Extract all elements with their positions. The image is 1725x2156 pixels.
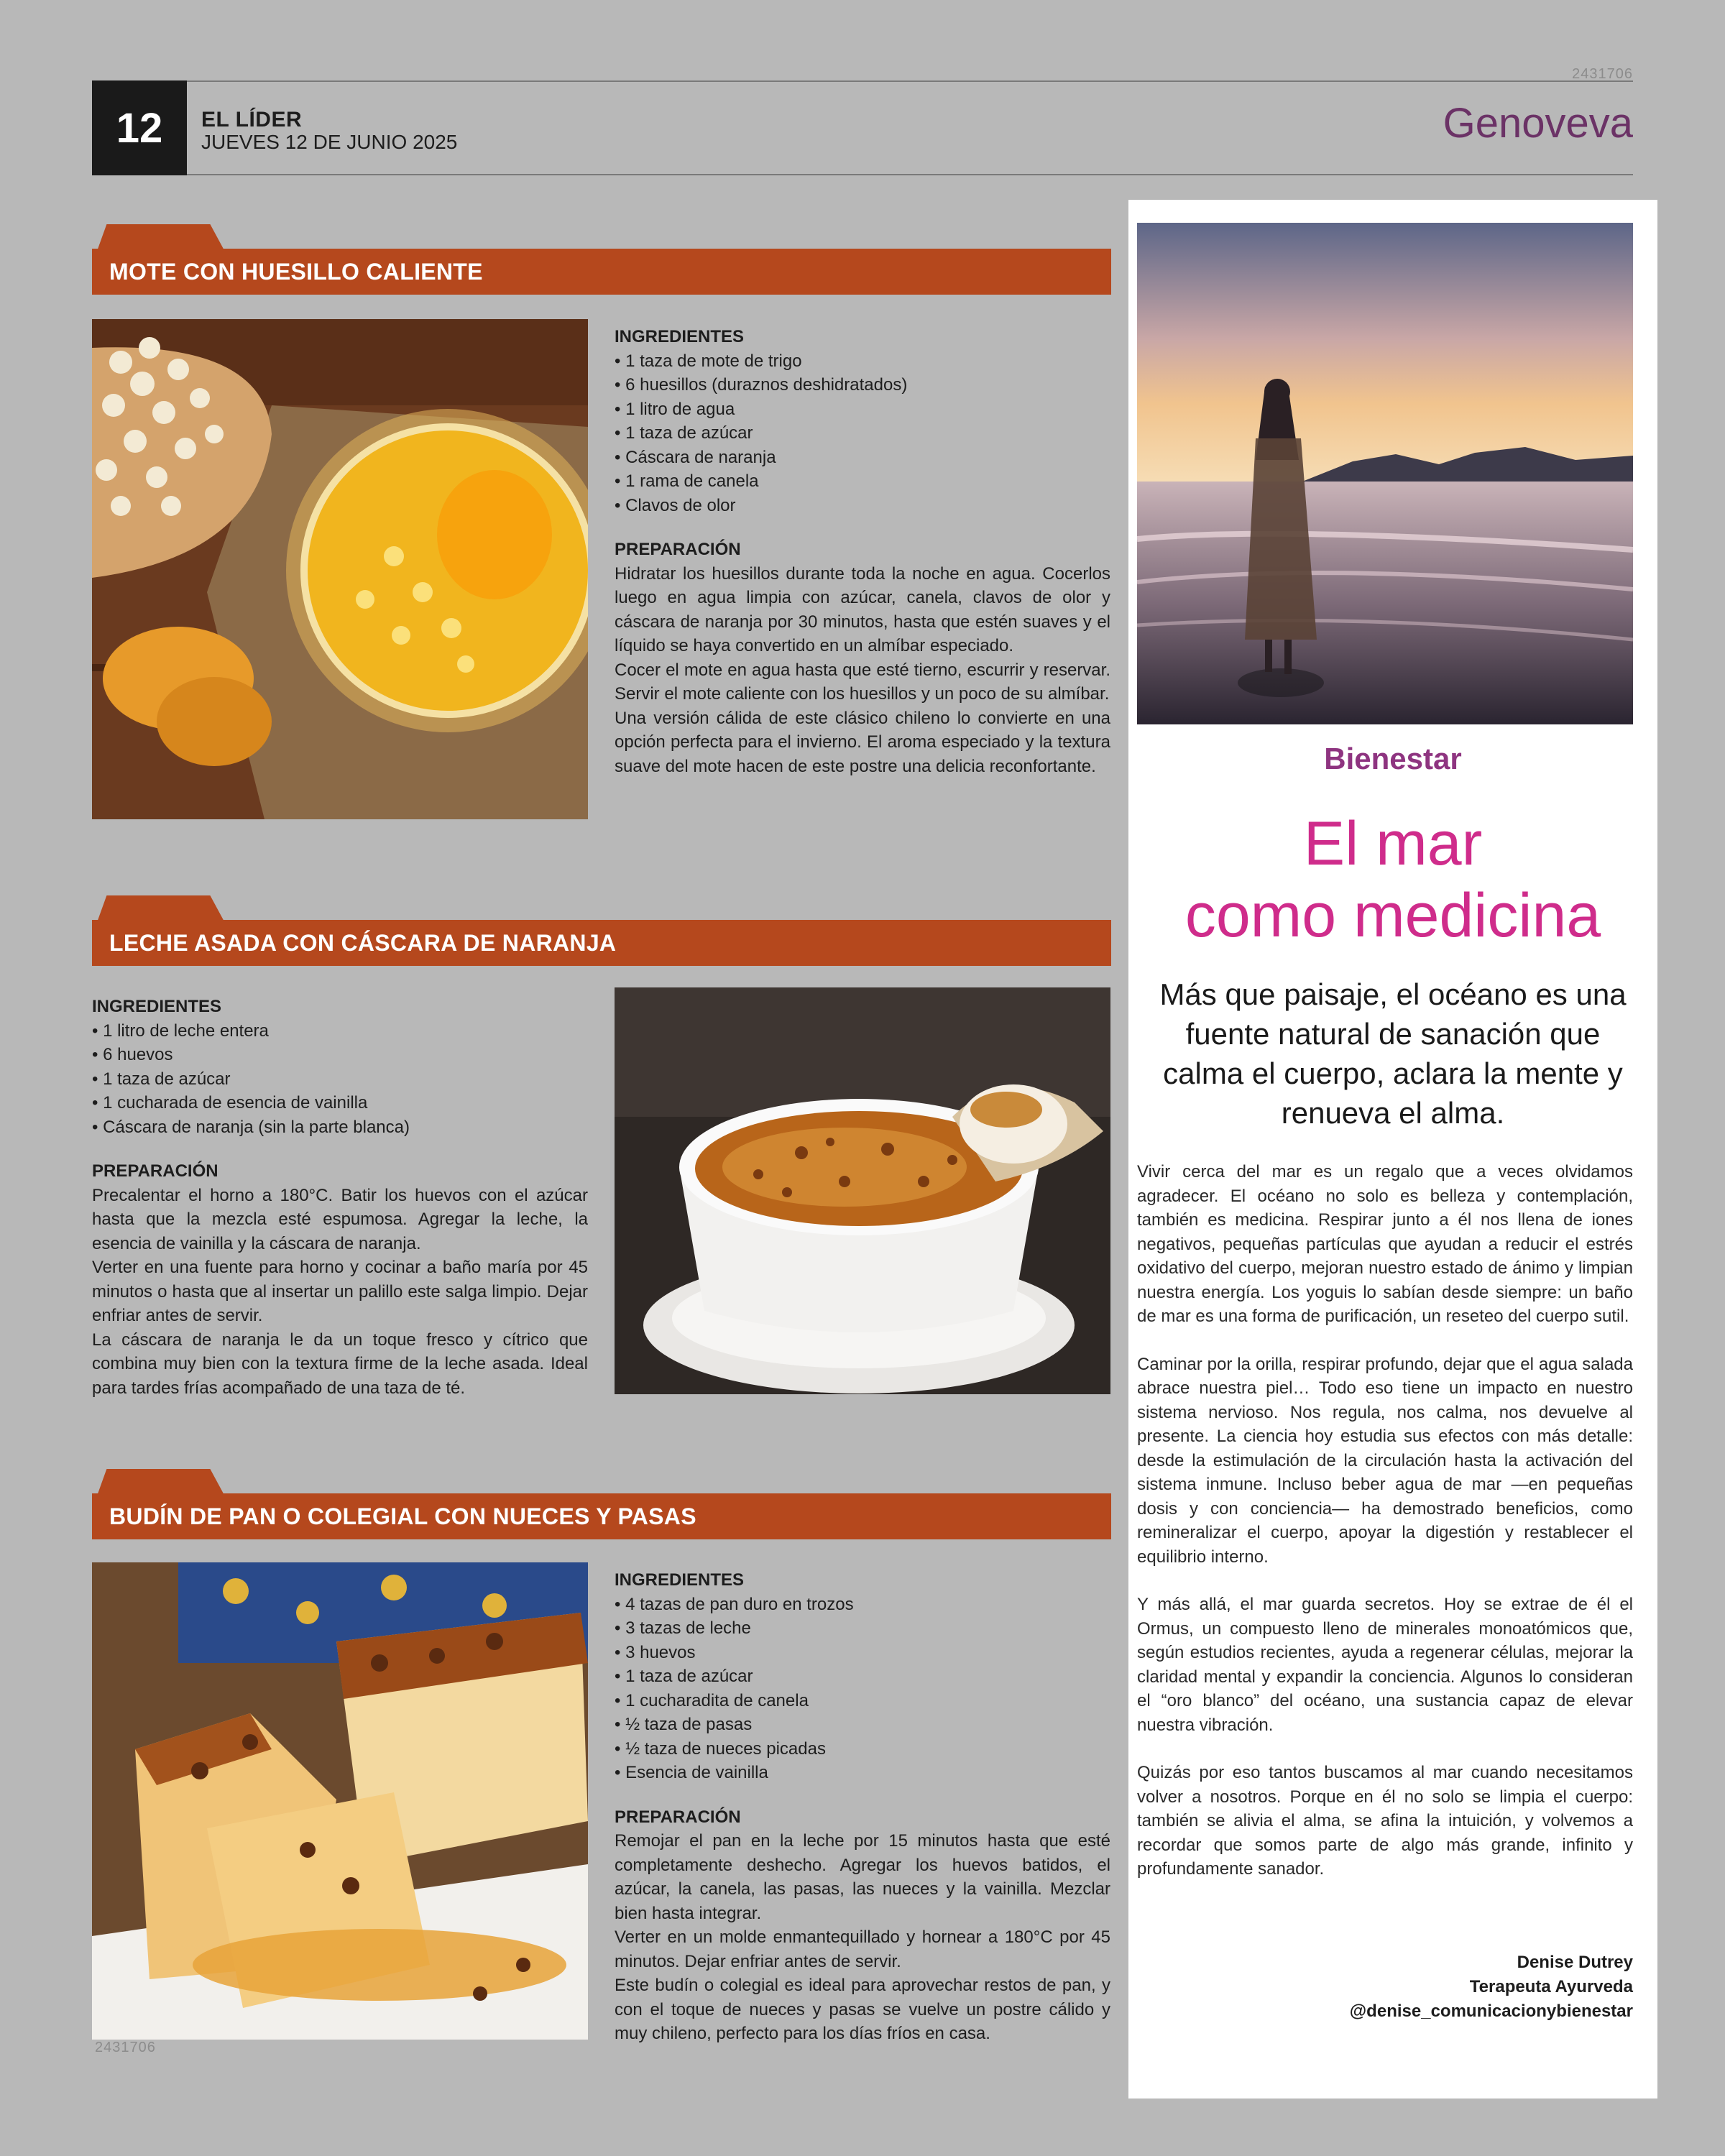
author-handle: @denise_comunicacionybienestar [1349, 2001, 1633, 2021]
ingredient-item: • 1 taza de mote de trigo [615, 349, 1110, 374]
ingredient-item: • 3 huevos [615, 1641, 1110, 1665]
recipe-1-title: MOTE CON HUESILLO CALIENTE [109, 259, 483, 285]
ingredient-item: • 1 rama de canela [615, 469, 1110, 494]
ingredient-item: • 4 tazas de pan duro en trozos [615, 1593, 1110, 1617]
article-body [1137, 1160, 1633, 1905]
recipe-2-title: LECHE ASADA CON CÁSCARA DE NARANJA [109, 930, 617, 956]
recipe-3-banner [92, 1493, 1111, 1539]
recipe-1-text [615, 325, 1110, 778]
author-name: Denise Dutrey [1517, 1953, 1633, 1972]
article-headline [1128, 808, 1657, 952]
banner-bar [92, 920, 1111, 966]
page-number: 12 [92, 80, 187, 175]
author-role: Terapeuta Ayurveda [1469, 1977, 1633, 1996]
header-top-rule [92, 80, 1633, 82]
recipe-2-photo [615, 987, 1110, 1394]
ingredients-heading: INGREDIENTES [615, 1570, 745, 1590]
author-signature [1350, 1950, 1633, 2024]
preparation-paragraph: Hidratar los huesillos durante toda la noche en agua. Cocerlos luego en agua limpia con azúcar, canela, clavos de olor y cáscara de naranja por 30 minutos, hasta que estén suaves y el líquido se haya convertido en un almíbar especiado. [615, 563, 1110, 655]
ingredient-item: • Esencia de vainilla [615, 1761, 1110, 1785]
recipe-1-banner [92, 249, 1111, 295]
ingredient-item: • 6 huevos [92, 1043, 588, 1067]
ingredient-item: • 1 taza de azúcar [92, 1067, 588, 1092]
section-title: Genoveva [1443, 100, 1633, 147]
ingredient-item: • ½ taza de pasas [615, 1713, 1110, 1737]
preparation-heading: PREPARACIÓN [615, 1807, 741, 1827]
article-kicker: Bienestar [1324, 742, 1462, 775]
ingredient-item: • Cáscara de naranja [615, 446, 1110, 470]
ingredient-item: • 1 taza de azúcar [615, 1664, 1110, 1689]
article-paragraph: Caminar por la orilla, respirar profundo, dejar que el agua salada abrace nuestra piel… Todo eso tiene un impacto en nuestro sistema nervioso. Nos regula, nos calma, nos devuelve al presente. La ciencia hoy estudia sus efectos con más detalle: desde la estimulación de la circulación hasta la activación del sistema inmune. Incluso beber agua de mar —en pequeñas dosis y con conciencia— ha demostrado beneficios, como remineralizar el cuerpo, apoyar la digestión y restablecer el equilibrio interno. [1137, 1354, 1633, 1567]
headline-line-1: El mar [1303, 809, 1483, 878]
article-paragraph: Quizás por eso tantos buscamos al mar cuando necesitamos volver a nosotros. Porque en él no solo se limpia el cuerpo: también se alivia el alma, se afina la intuición, y volvemos a recordar que somos parte de algo más grande, infinito y profundamente sanador. [1137, 1763, 1633, 1879]
banner-bar [92, 249, 1111, 295]
ingredient-item: • 1 cucharada de esencia de vainilla [92, 1091, 588, 1115]
article-photo [1137, 223, 1633, 724]
preparation-paragraph: La cáscara de naranja le da un toque fresco y cítrico que combina muy bien con la textura firme de la leche asada. Ideal para tardes frías acompañado de una taza de té. [92, 1330, 588, 1398]
preparation-paragraph: Verter en un molde enmantequillado y hornear a 180°C por 45 minutos. Dejar enfriar antes de servir. [615, 1927, 1110, 1971]
page-code-top: 2431706 [1572, 66, 1633, 82]
preparation-paragraph: Cocer el mote en agua hasta que esté tierno, escurrir y reservar. Servir el mote caliente con los huesillos y un poco de su almíbar. [615, 660, 1110, 704]
ingredient-item: • ½ taza de nueces picadas [615, 1737, 1110, 1761]
ingredient-item: • 1 taza de azúcar [615, 421, 1110, 446]
ingredient-item: • 1 litro de agua [615, 397, 1110, 422]
article-paragraph: Vivir cerca del mar es un regalo que a veces olvidamos agradecer. El océano no solo es belleza y contemplación, también es medicina. Respirar junto a él nos llena de iones negativos, pequeñas partículas que ayudan a reducir el estrés oxidativo del cuerpo, mejoran nuestro estado de ánimo y limpian nuestra energía. Los yoguis lo sabían desde siempre: un baño de mar es una forma de purificación, un reseteo del cuerpo sutil. [1137, 1162, 1633, 1326]
preparation-heading: PREPARACIÓN [92, 1161, 218, 1181]
ingredients-heading: INGREDIENTES [615, 327, 745, 346]
article-paragraph: Y más allá, el mar guarda secretos. Hoy se extrae de él el Ormus, un compuesto lleno de minerales monoatómicos que, según estudios recientes, ayuda a regenerar células, mejorar la claridad mental y expandir la conciencia. Algunos lo consideran el “oro blanco” del océano, una sustancia capaz de elevar nuestra vibración. [1137, 1595, 1633, 1735]
preparation-paragraph: Precalentar el horno a 180°C. Batir los huevos con el azúcar hasta que la mezcla esté espumosa. Agregar la leche, la esencia de vainilla y la cáscara de naranja. [92, 1185, 588, 1253]
article-lede: Más que paisaje, el océano es una fuente natural de sanación que calma el cuerpo, aclara la mente y renueva el alma. [1159, 977, 1627, 1130]
recipe-2-banner [92, 920, 1111, 966]
preparation-paragraph: Remojar el pan en la leche por 15 minutos hasta que esté completamente deshecho. Agregar los huevos batidos, el azúcar, la canela, las pasas, las nueces y la vainilla. Mezclar bien hasta integrar. [615, 1831, 1110, 1923]
header-bottom-rule [92, 174, 1633, 175]
headline-line-2: como medicina [1184, 881, 1601, 950]
recipe-3-text [615, 1568, 1110, 2046]
preparation-heading: PREPARACIÓN [615, 540, 741, 559]
newspaper-name: EL LÍDER [201, 108, 303, 132]
preparation-paragraph: Este budín o colegial es ideal para aprovechar restos de pan, y con el toque de nueces y pasas se vuelve un postre cálido y muy chileno, perfecto para los días fríos en casa. [615, 1976, 1110, 2043]
ingredients-list [92, 1019, 588, 1140]
banner-bar [92, 1493, 1111, 1539]
ingredient-item: • Cáscara de naranja (sin la parte blanca) [92, 1115, 588, 1140]
page-code-bottom: 2431706 [95, 2040, 156, 2055]
recipe-1-photo [92, 319, 588, 819]
recipe-3-title: BUDÍN DE PAN O COLEGIAL CON NUECES Y PASAS [109, 1503, 696, 1529]
preparation-paragraph: Verter en una fuente para horno y cocinar a baño maría por 45 minutos o hasta que al insertar un palillo este salga limpio. Dejar enfriar antes de servir. [92, 1258, 588, 1325]
recipe-3-photo [92, 1562, 588, 2040]
recipe-2-text [92, 995, 588, 1400]
ingredient-item: • 1 litro de leche entera [92, 1019, 588, 1044]
ingredient-item: • 1 cucharadita de canela [615, 1689, 1110, 1713]
ingredients-heading: INGREDIENTES [92, 997, 222, 1016]
ingredient-item: • 3 tazas de leche [615, 1616, 1110, 1641]
preparation-paragraph: Una versión cálida de este clásico chileno lo convierte en una opción perfecta para el invierno. El aroma especiado y la textura suave del mote hacen de este postre una delicia reconfortante. [615, 708, 1110, 776]
ingredients-list [615, 349, 1110, 518]
issue-date: JUEVES 12 DE JUNIO 2025 [201, 131, 458, 153]
ingredients-list [615, 1593, 1110, 1785]
ingredient-item: • Clavos de olor [615, 494, 1110, 518]
ingredient-item: • 6 huesillos (duraznos deshidratados) [615, 373, 1110, 397]
